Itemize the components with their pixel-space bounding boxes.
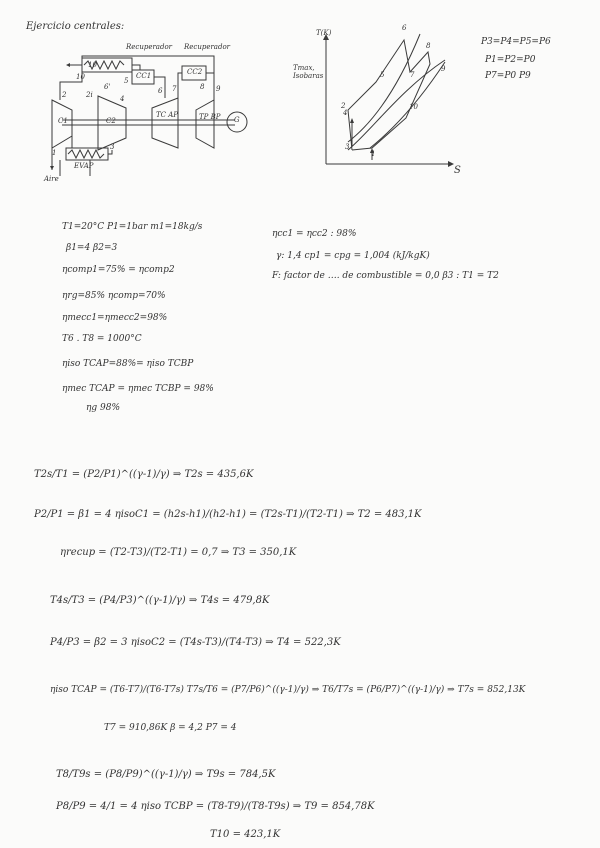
ts-point-7: 7	[410, 71, 415, 79]
node-2: 2	[62, 91, 67, 99]
given-line: ηmecc1=ηmecc2=98%	[62, 313, 168, 323]
given-line: T1=20°C P1=1bar m1=18kg/s	[62, 222, 203, 232]
given-line: ηcomp1=75% = ηcomp2	[62, 265, 175, 275]
given-line: ηmec TCAP = ηmec TCBP = 98%	[62, 384, 214, 394]
calc-line: P8/P9 = 4/1 = 4 ηiso TCBP = (T8-T9)/(T8-T9s) ⇒ T9 = 854,78K	[56, 801, 375, 812]
calc-line: ηiso TCAP = (T6-T7)/(T6-T7s) T7s/T6 = (P7/P6)^((γ-1)/γ) ⇒ T6/T7s = (P6/P7)^((γ-1)/γ) ⇒ T7s = 852,13K	[50, 685, 526, 695]
ts-point-4: 4	[343, 109, 348, 117]
given-line: ηcc1 = ηcc2 : 98%	[272, 229, 357, 239]
node-7: 7	[172, 85, 177, 93]
node-8: 8	[200, 83, 205, 91]
given-line: T6 . T8 = 1000°C	[62, 334, 142, 344]
node-10: 10	[76, 73, 85, 81]
node-1: 1	[52, 149, 57, 157]
label-recuperator-2: Recuperador	[184, 43, 231, 51]
relation-line: P7=P0 P9	[485, 71, 531, 81]
calc-line: P2/P1 = β1 = 4 ηisoC1 = (h2s-h1)/(h2-h1) = (T2s-T1)/(T2-T1) ⇒ T2 = 483,1K	[34, 509, 422, 520]
relation-line: P1=P2=P0	[485, 55, 536, 65]
ts-y-axis-note: Tmax, Isobaras	[293, 64, 324, 81]
ts-point-1: 1	[371, 150, 376, 158]
label-evap: EVAP	[74, 162, 94, 170]
label-c2: C2	[106, 117, 116, 125]
relation-line: P3=P4=P5=P6	[481, 37, 551, 47]
node-9: 9	[216, 85, 221, 93]
ts-point-2: 2	[341, 102, 346, 110]
label-recuperator: Recuperador	[126, 43, 173, 51]
node-2i: 2i	[86, 91, 93, 99]
node-3: 3	[110, 143, 115, 151]
given-line: F: factor de …. de combustible = 0,0 β3 : T1 = T2	[272, 271, 499, 281]
calc-line: P4/P3 = β2 = 3 ηisoC2 = (T4s-T3)/(T4-T3) ⇒ T4 = 522,3K	[50, 637, 341, 648]
calc-line: T2s/T1 = (P2/P1)^((γ-1)/γ) ⇒ T2s = 435,6K	[34, 469, 254, 480]
label-air-in: Aire	[44, 175, 59, 183]
label-cc2: CC2	[187, 68, 203, 76]
calc-line: T10 = 423,1K	[210, 829, 281, 840]
calc-line: T8/T9s = (P8/P9)^((γ-1)/γ) ⇒ T9s = 784,5K	[56, 769, 276, 780]
label-c1: C1	[58, 117, 68, 125]
given-line: ηiso TCAP=88%= ηiso TCBP	[62, 359, 194, 369]
label-generator: G	[234, 116, 240, 124]
given-line: ηg 98%	[86, 403, 121, 413]
label-turbine-hp: TC AP	[156, 111, 179, 119]
calc-line: T4s/T3 = (P4/P3)^((γ-1)/γ) ⇒ T4s = 479,8K	[50, 595, 270, 606]
ts-point-10: 10	[409, 103, 418, 111]
calc-line: ηrecup = (T2-T3)/(T2-T1) = 0,7 ⇒ T3 = 350,1K	[60, 547, 297, 558]
ts-point-9: 9	[441, 65, 446, 73]
node-4: 4	[120, 95, 125, 103]
ts-x-axis-label: S	[454, 165, 461, 176]
page-title: Ejercicio centrales:	[26, 21, 125, 32]
ts-point-5: 5	[380, 71, 385, 79]
ts-y-axis-label: T(K)	[316, 29, 332, 37]
ts-point-3: 3	[345, 143, 350, 151]
ts-point-8: 8	[426, 42, 431, 50]
given-line: β1=4 β2=3	[66, 243, 118, 253]
given-line: ηrg=85% ηcomp=70%	[62, 291, 166, 301]
label-exhaust: 10	[88, 61, 97, 69]
node-6: 6	[158, 87, 163, 95]
given-line: γ: 1,4 cp1 = cpg = 1,004 (kJ/kgK)	[276, 251, 430, 261]
label-cc1: CC1	[136, 72, 152, 80]
ts-point-6: 6	[402, 24, 407, 32]
label-turbine-lp: TP BP	[199, 113, 221, 121]
node-6p: 6'	[104, 83, 111, 91]
node-5: 5	[124, 77, 129, 85]
calc-line: T7 = 910,86K β = 4,2 P7 = 4	[104, 723, 237, 733]
